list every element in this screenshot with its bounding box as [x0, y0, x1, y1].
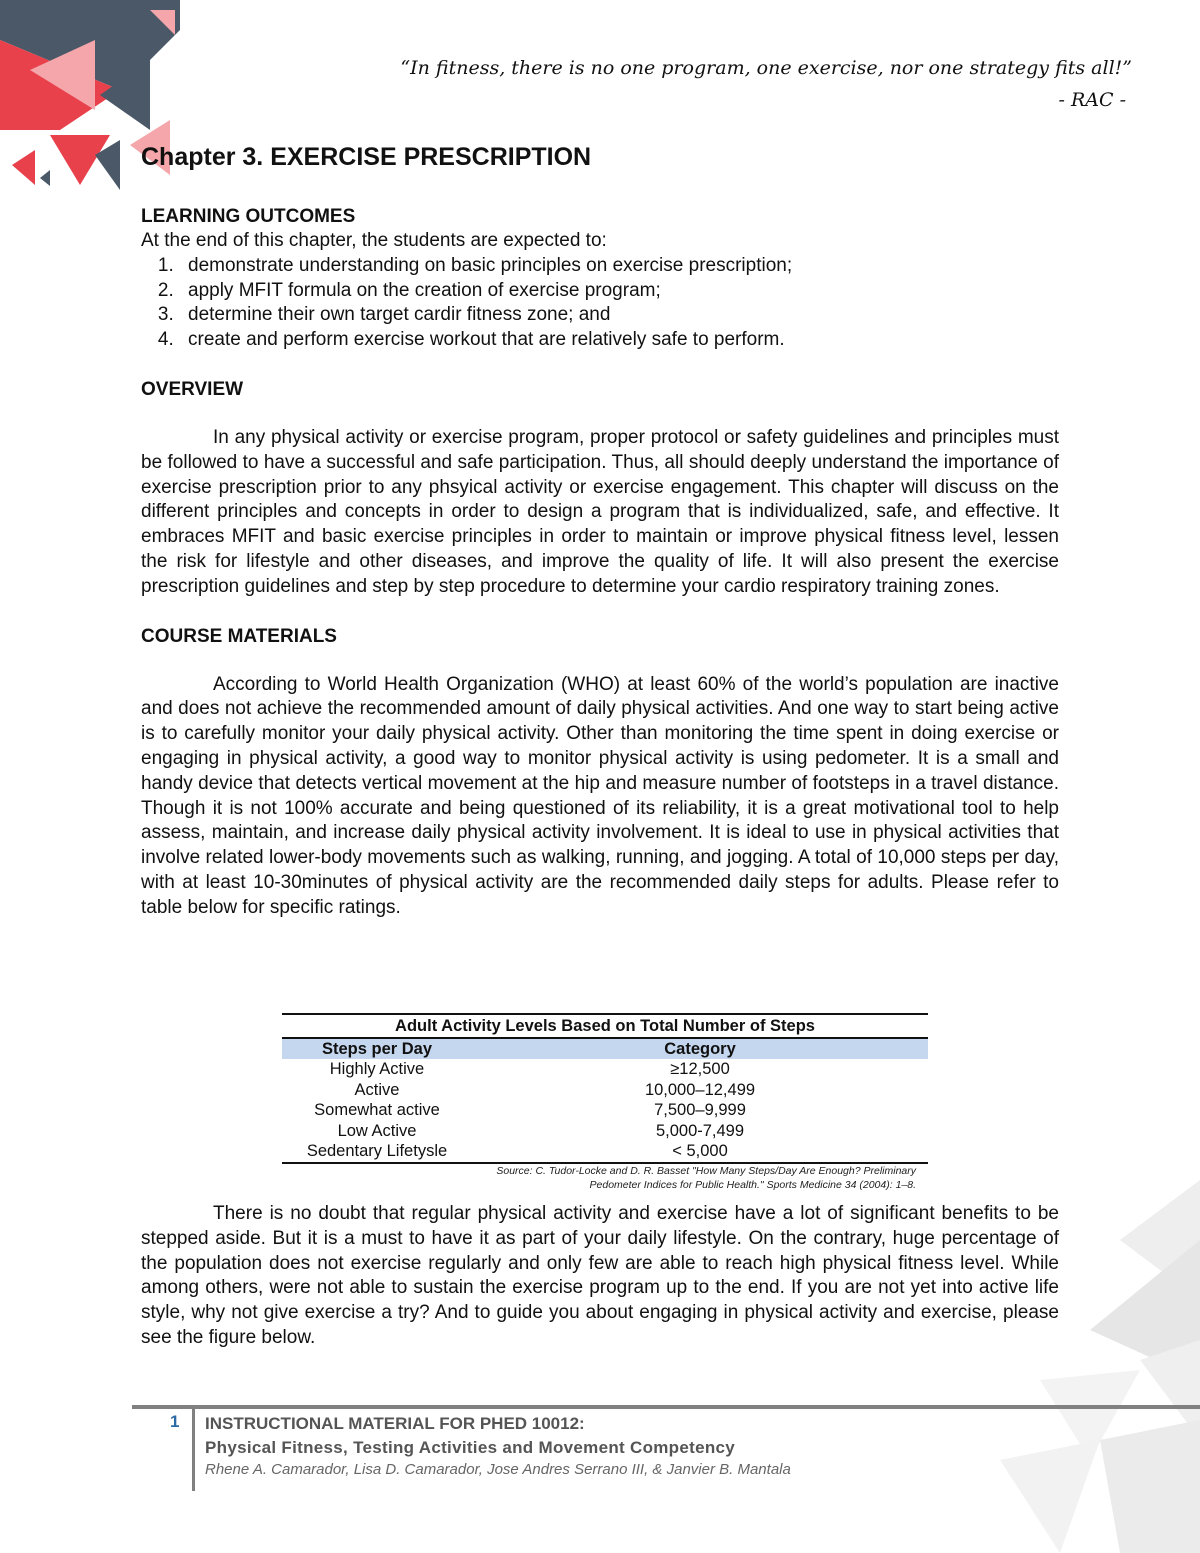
table-cell: 7,500–9,999 [654, 1101, 746, 1119]
footer-course-title: Physical Fitness, Testing Activities and Movement Competency [205, 1438, 736, 1457]
list-item: 3. determine their own target cardir fitness zone; and [179, 303, 1059, 328]
footer-divider [132, 1405, 1200, 1409]
overview-heading: OVERVIEW [141, 378, 244, 400]
footer-course-code: INSTRUCTIONAL MATERIAL FOR PHED 10012: [205, 1414, 585, 1433]
epigraph-quote [400, 52, 1132, 116]
list-item: 2. apply MFIT formula on the creation of exercise program; [179, 279, 1059, 304]
quote-text: “In fitness, there is no one program, one exercise, nor one strategy fits all!” [400, 57, 1132, 79]
list-item: 1. demonstrate understanding on basic principles on exercise prescription; [179, 254, 1059, 279]
table-cell: Sedentary Lifetysle [282, 1141, 472, 1163]
list-item: 4. create and perform exercise workout that are relatively safe to perform. [179, 328, 1059, 353]
learning-outcomes-heading: LEARNING OUTCOMES [141, 206, 356, 227]
chapter-title: Chapter 3. EXERCISE PRESCRIPTION [141, 143, 592, 171]
table-cell: Somewhat active [314, 1101, 440, 1119]
overview-paragraph: In any physical activity or exercise program, proper protocol or safety guidelines and principles must be followed to have a successful and safe participation. Thus, all should deeply understand the importance of exercise prescription prior to any phsyical activity or exercise engagement. This chapter will discuss on the different principles and concepts in order to design a program that is individualized, safe, and effective. It embraces MFIT and basic exercise principles in order to maintain or improve physical fitness level, lessen the risk for lifestyle and other diseases, and improve the quality of life. It will also present the exercise prescription guidelines and step by step procedure to determine your cardio respiratory training zones. [141, 426, 1059, 597]
table-cell: < 5,000 [472, 1141, 928, 1163]
table-cell: 10,000–12,499 [644, 1080, 756, 1099]
quote-attribution: - RAC - [1058, 89, 1126, 111]
course-materials-continued [141, 1202, 1059, 1351]
table-source-line-1: Source: C. Tudor-Locke and D. R. Basset "How Many Steps/Day Are Enough? Preliminary [496, 1164, 916, 1177]
learning-outcomes-intro: At the end of this chapter, the students are expected to: [141, 230, 607, 251]
table-row [282, 1059, 928, 1080]
activity-levels-table [282, 1013, 928, 1192]
table-cell: ≥12,500 [670, 1060, 730, 1078]
table-row [282, 1080, 928, 1101]
footer [205, 1412, 791, 1480]
table-cell: Low Active [337, 1121, 417, 1140]
table-caption: Adult Activity Levels Based on Total Number of Steps [282, 1014, 928, 1038]
learning-outcomes-list [141, 254, 1059, 353]
footer-authors: Rhene A. Camarador, Lisa D. Camarador, Jose Andres Serrano III, & Janvier B. Mantala [205, 1461, 791, 1478]
table-cell: Active [354, 1080, 400, 1099]
table-row [282, 1121, 928, 1142]
main-content [141, 140, 1059, 921]
course-materials-paragraph-1: According to World Health Organization (WHO) at least 60% of the world’s population are inactive and does not achieve the recommended amount of daily physical activities. And one way to start being active is to carefully monitor your daily physical activity. Other than monitoring the time spent in doing exercise or engaging in physical activity, a good way to monitor physical activity is using pedometer. It is a small and handy device that detects vertical movement at the hip and measure number of footsteps in a travel distance. Though it is not 100% accurate and being questioned of its reliability, it is a great motivational tool to help assess, maintain, and increase daily physical activity involvement. It is ideal to use in physical activities that involve related lower-body movements such as walking, running, and jogging. A total of 10,000 steps per day, with at least 10-30minutes of physical activity are the recommended daily steps for adults. Please refer to table below for specific ratings. [141, 673, 1059, 918]
course-materials-paragraph-2: There is no doubt that regular physical activity and exercise have a lot of significant benefits to be stepped aside. But it is a must to have it as part of your daily lifestyle. On the contrary, huge percentage of the population does not exercise regularly and only few are able to reach high physical fitness level. While among others, were not able to sustain the exercise program up to the end. If you are not yet into active life style, why not give exercise a try? And to guide you about engaging in physical activity and exercise, please see the figure below. [141, 1203, 1059, 1348]
footer-vertical-divider [192, 1405, 195, 1491]
table-cell: 5,000-7,499 [655, 1121, 745, 1140]
table-header-category: Category [472, 1038, 928, 1060]
table-source-line-2: Pedometer Indices for Public Health." Sports Medicine 34 (2004): 1–8. [589, 1178, 916, 1191]
table-header-steps: Steps per Day [282, 1038, 472, 1060]
course-materials-heading: COURSE MATERIALS [141, 625, 337, 647]
table-cell: Highly Active [329, 1060, 425, 1078]
page-number: 1 [170, 1412, 180, 1431]
table-row [282, 1141, 928, 1163]
table-row [282, 1100, 928, 1121]
